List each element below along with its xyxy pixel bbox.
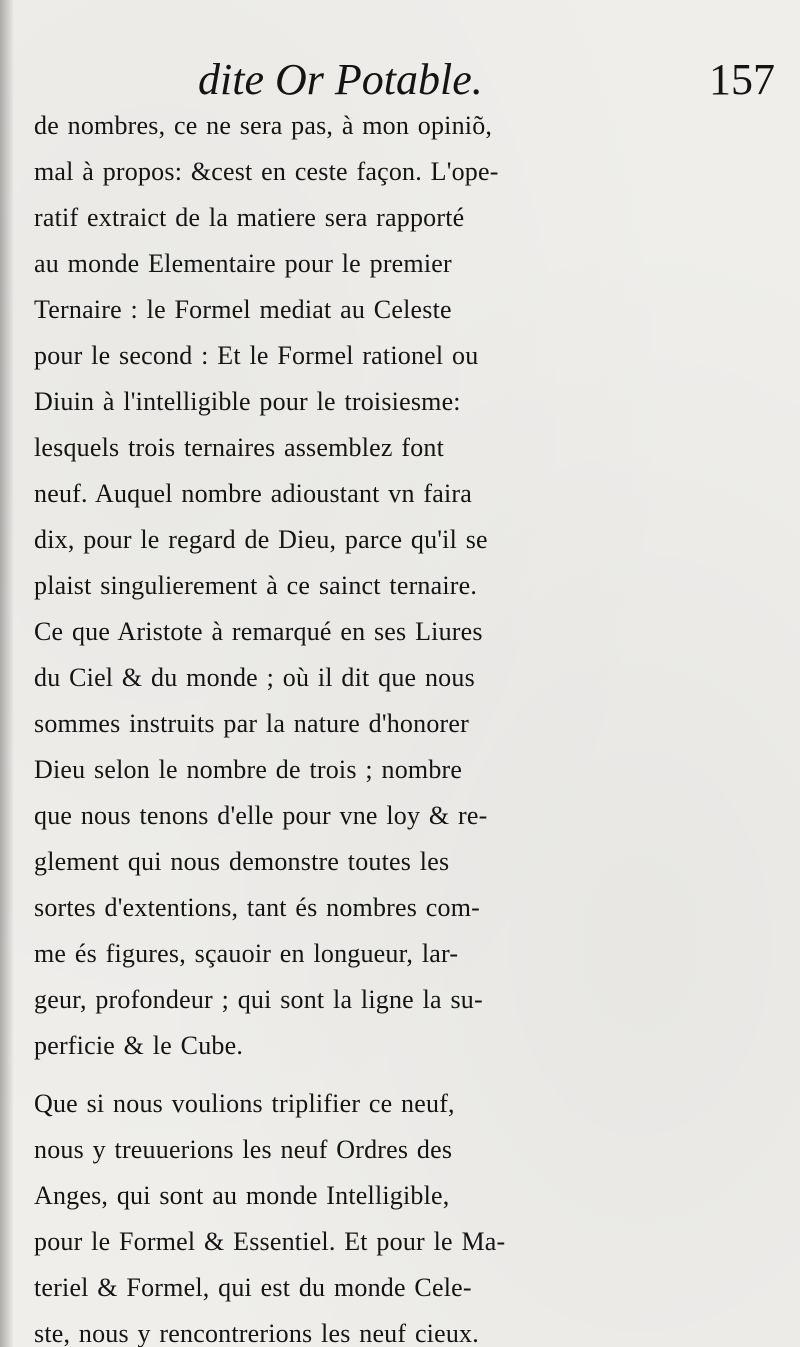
- text-line: sortes d'extentions, tant és nombres com-: [34, 893, 481, 922]
- paragraph-2: [34, 1081, 779, 1347]
- text-line: dix, pour le regard de Dieu, parce qu'il se: [34, 525, 488, 554]
- text-line: Que si nous voulions triplifier ce neuf,: [34, 1089, 455, 1118]
- text-line: Dieu selon le nombre de trois ; nombre: [34, 755, 463, 784]
- text-line: que nous tenons d'elle pour vne loy & re-: [34, 801, 488, 830]
- text-line: neuf. Auquel nombre adioustant vn faira: [34, 479, 473, 508]
- text-line: geur, profondeur ; qui sont la ligne la su-: [34, 985, 483, 1014]
- text-line: me és figures, sçauoir en longueur, lar-: [34, 939, 459, 968]
- text-line: pour le second : Et le Formel rationel ou: [34, 341, 479, 370]
- text-line: Anges, qui sont au monde Intelligible,: [34, 1181, 450, 1210]
- text-line: du Ciel & du monde ; où il dit que nous: [34, 663, 475, 692]
- text-line: teriel & Formel, qui est du monde Cele-: [34, 1273, 472, 1302]
- gutter-shadow: [0, 0, 14, 1347]
- text-line: plaist singulierement à ce sainct ternaire.: [34, 571, 478, 600]
- running-title: dite Or Potable.: [198, 55, 483, 104]
- paragraph-1: [34, 103, 779, 1069]
- text-line: ste, nous y rencontrerions les neuf cieux.: [34, 1319, 479, 1347]
- text-line: perficie & le Cube.: [34, 1031, 244, 1060]
- text-line: nous y treuuerions les neuf Ordres des: [34, 1135, 453, 1164]
- text-line: sommes instruits par la nature d'honorer: [34, 709, 469, 738]
- text-line: mal à propos: &cest en ceste façon. L'ope-: [34, 157, 499, 186]
- page-header: [40, 50, 775, 110]
- text-line: Ce que Aristote à remarqué en ses Liures: [34, 617, 483, 646]
- page-number: 157: [709, 55, 775, 104]
- text-line: Ternaire : le Formel mediat au Celeste: [34, 295, 452, 324]
- body-text: [34, 103, 779, 1347]
- text-line: pour le Formel & Essentiel. Et pour le Ma-: [34, 1227, 506, 1256]
- text-line: de nombres, ce ne sera pas, à mon opiniõ,: [34, 111, 493, 140]
- text-line: Diuin à l'intelligible pour le troisiesme:: [34, 387, 461, 416]
- paragraph-gap: [34, 1069, 779, 1081]
- text-line: ratif extraict de la matiere sera rapporté: [34, 203, 465, 232]
- text-line: glement qui nous demonstre toutes les: [34, 847, 450, 876]
- text-line: lesquels trois ternaires assemblez font: [34, 433, 445, 462]
- text-line: au monde Elementaire pour le premier: [34, 249, 452, 278]
